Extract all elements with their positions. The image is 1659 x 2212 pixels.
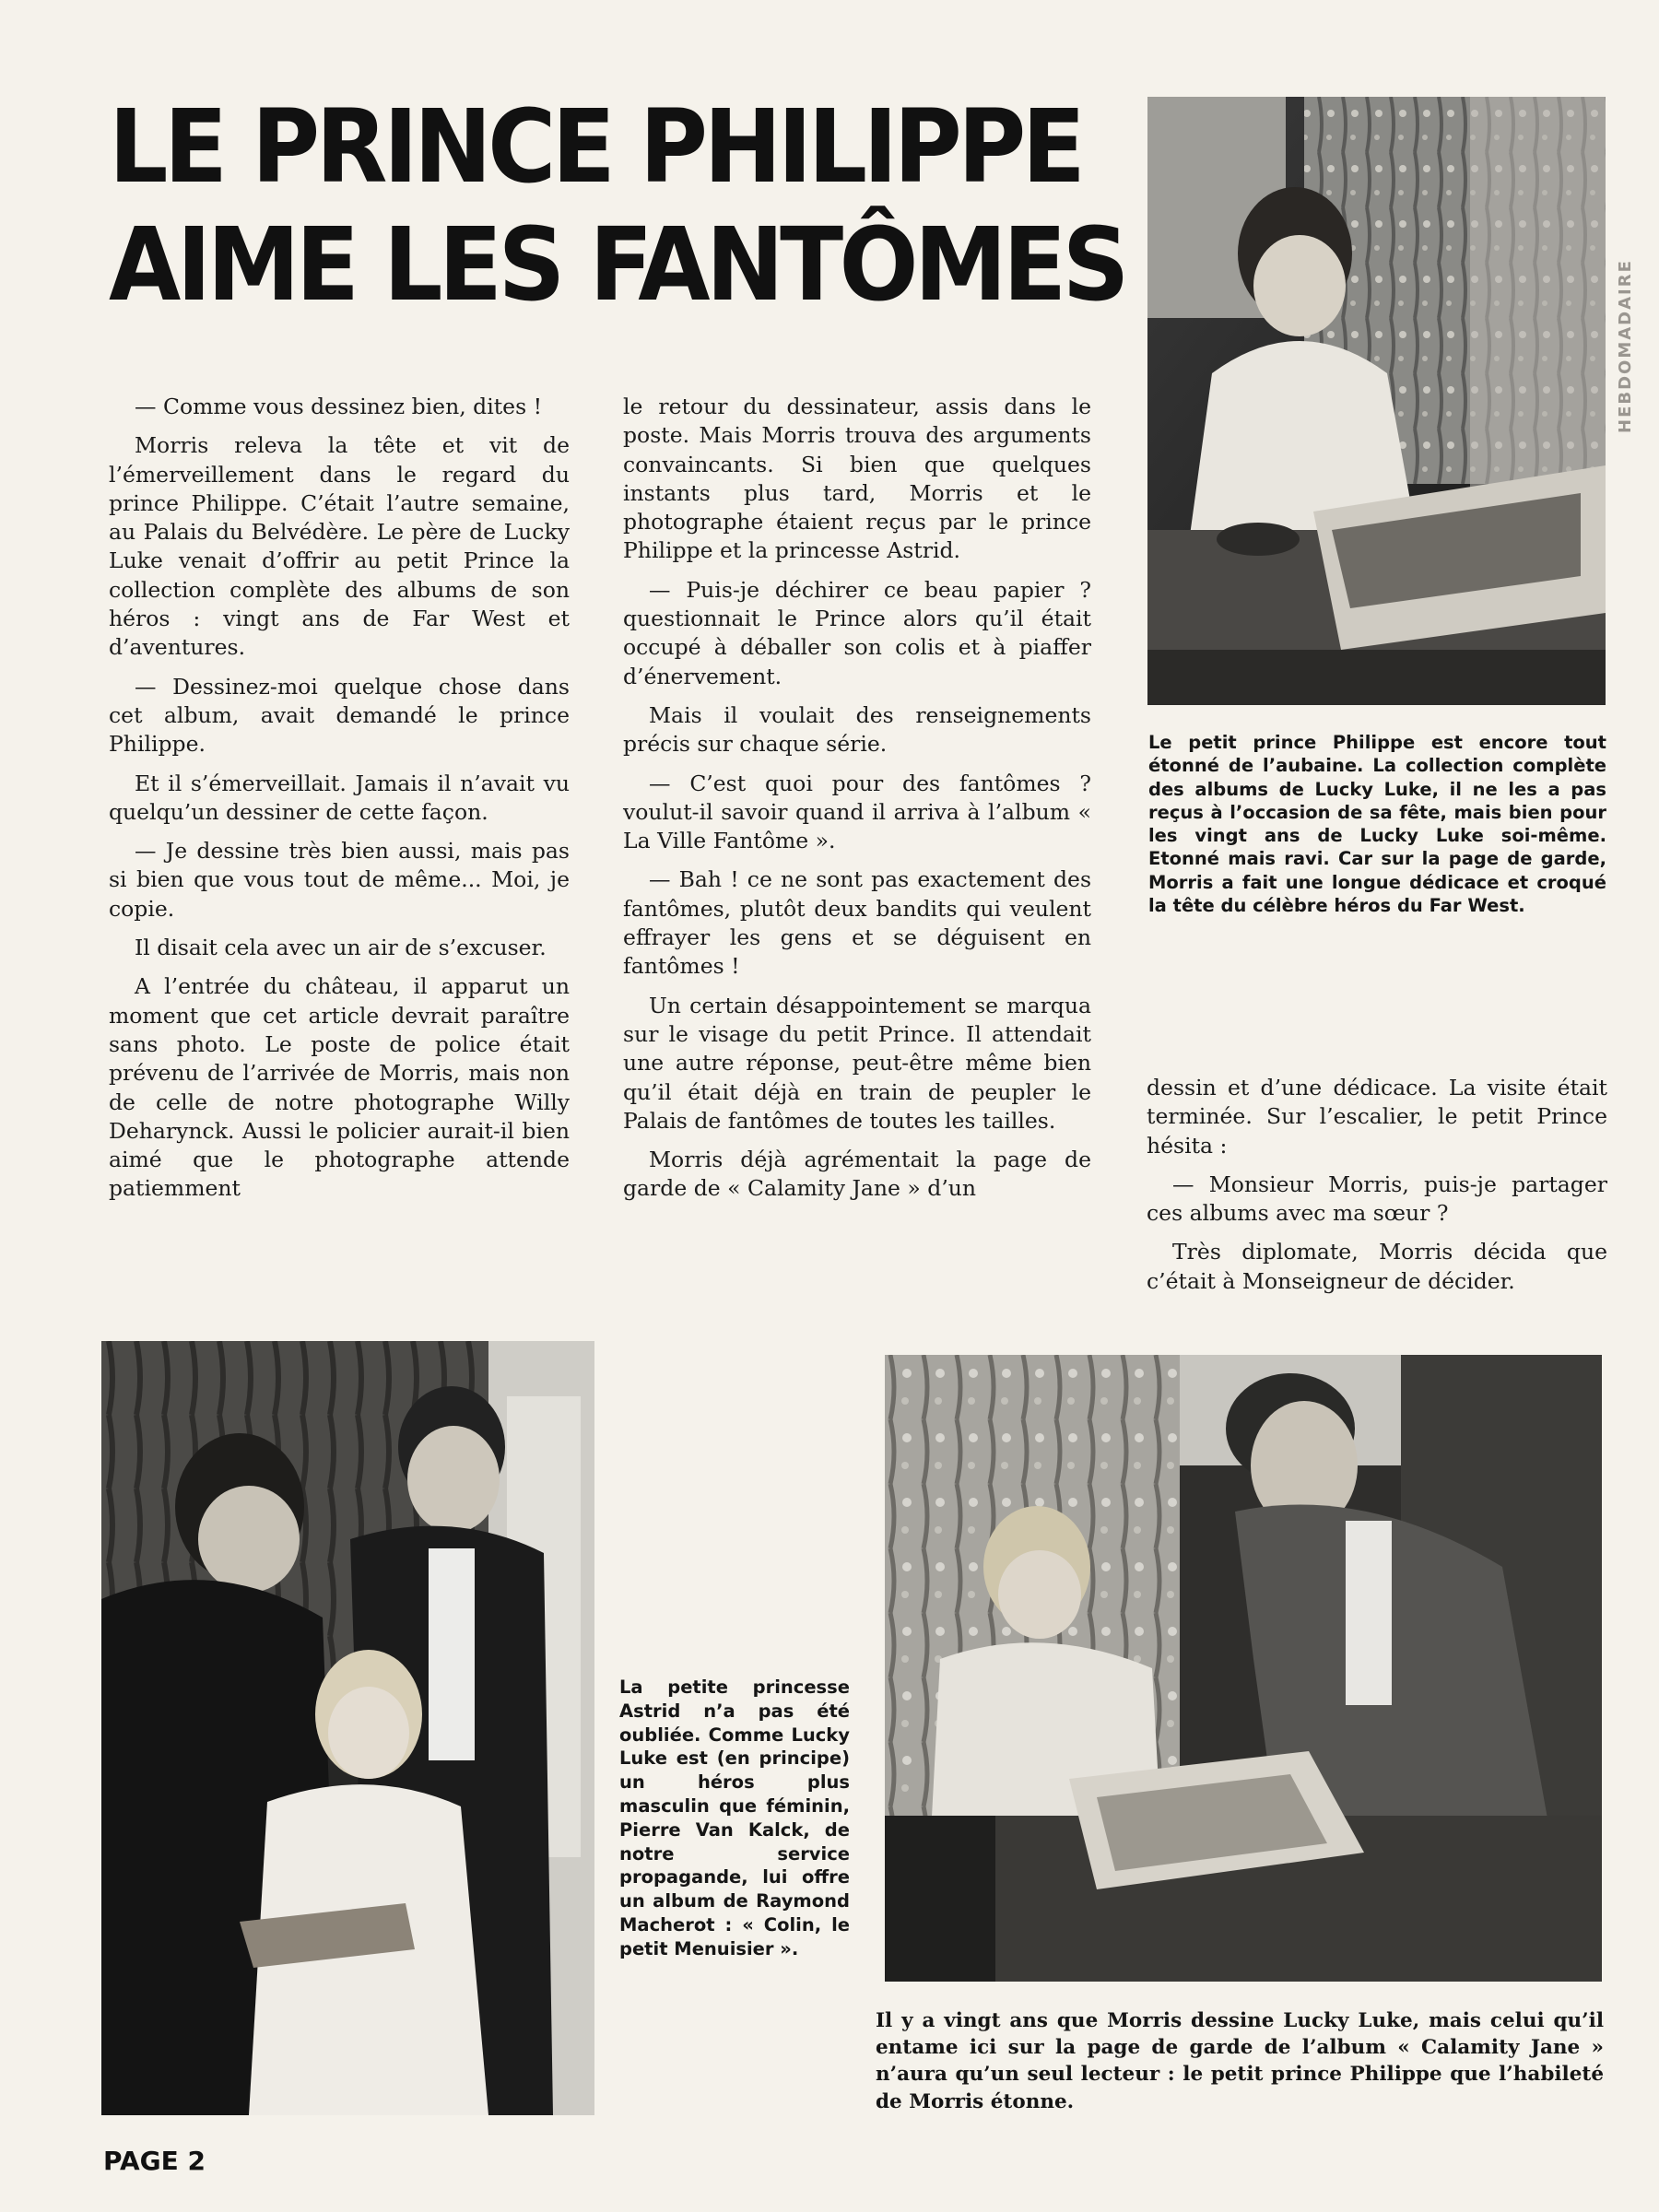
- paragraph: A l’entrée du château, il apparut un moment que cet article devrait paraître sans photo. Le poste de police était prévenu de l’arrivée de Morris, mais non de celle de notre photographe Willy Deharynck. Aussi le policier aurait-il bien aimé que le photographe attende patiemment: [109, 973, 570, 1202]
- paragraph: Et il s’émerveillait. Jamais il n’avait vu quelqu’un dessiner de cette façon.: [109, 770, 570, 825]
- title-line-2: AIME LES FANTÔMES: [109, 206, 1125, 324]
- paragraph: dessin et d’une dédicace. La visite était terminée. Sur l’escalier, le petit Prince hésita :: [1147, 1075, 1607, 1159]
- photo-morris-drawing: [885, 1355, 1602, 1982]
- paragraph: — Dessinez-moi quelque chose dans cet album, avait demandé le prince Philippe.: [109, 673, 570, 758]
- paragraph: Morris releva la tête et vit de l’émerveillement dans le regard du prince Philippe. C’était l’autre semaine, au Palais du Belvédère. Le père de Lucky Luke venait d’offrir au petit Prince la collection complète des albums de son héros : vingt ans de Far West et d’aventures.: [109, 432, 570, 661]
- paragraph: — Puis-je déchirer ce beau papier ? questionnait le Prince alors qu’il était occupé à déballer son colis et à piaffer d’énervement.: [623, 576, 1091, 689]
- paragraph: Il disait cela avec un air de s’excuser.: [135, 935, 547, 961]
- article-column-2: [623, 393, 1091, 1214]
- paragraph: — Comme vous dessinez bien, dites !: [135, 394, 543, 419]
- photo-princesse-astrid-image: [101, 1341, 594, 2115]
- caption-photo-2: La petite princesse Astrid n’a pas été oubliée. Comme Lucky Luke est (en principe) un héros plus masculin que féminin, Pierre Van Kalck, de notre service propagande, lui offre un album de Raymond Macherot : « Colin, le petit Menuisier ».: [619, 1677, 850, 1959]
- article-title: [109, 88, 1125, 324]
- paragraph: Un certain désappointement se marqua sur le visage du petit Prince. Il attendait une autre réponse, peut-être même bien qu’il était déjà en train de peupler le Palais de fantômes de toutes les tailles.: [623, 992, 1091, 1134]
- photo-prince-philippe-albums: [1147, 97, 1606, 705]
- paragraph: — Bah ! ce ne sont pas exactement des fantômes, plutôt deux bandits qui veulent effrayer les gens et se déguisent en fantômes !: [623, 866, 1091, 980]
- paragraph: le retour du dessinateur, assis dans le poste. Mais Morris trouva des arguments convaincants. Si bien que quelques instants plus tard, Morris et le photographe étaient reçus par le prince Philippe et la princesse Astrid.: [623, 394, 1091, 564]
- paragraph: Morris déjà agrémentait la page de garde de « Calamity Jane » d’un: [623, 1147, 1091, 1202]
- article-column-3: [1147, 1074, 1607, 1306]
- photo-prince-philippe-image: [1147, 97, 1606, 705]
- caption-photo-1: Le petit prince Philippe est encore tout étonné de l’aubaine. La collection complète des albums de Lucky Luke, il ne les a pas reçus à l’occasion de sa fête, mais bien pour les vingt ans de Lucky Luke soi-même. Etonné mais ravi. Car sur la page de garde, Morris a fait une longue dédicace et croqué la tête du célèbre héros du Far West.: [1148, 732, 1606, 917]
- paragraph: Mais il voulait des renseignements précis sur chaque série.: [623, 701, 1091, 758]
- title-line-1: LE PRINCE PHILIPPE: [109, 88, 1082, 206]
- paragraph: — C’est quoi pour des fantômes ? voulut-il savoir quand il arriva à l’album « La Ville Fantôme ».: [623, 770, 1091, 854]
- paragraph: — Je dessine très bien aussi, mais pas si bien que vous tout de même... Moi, je copie.: [109, 838, 570, 922]
- caption-photo-3: Il y a vingt ans que Morris dessine Lucky Luke, mais celui qu’il entame ici sur la page de garde de l’album « Calamity Jane » n’aura qu’un seul lecteur : le petit prince Philippe que l’habileté de Morris étonne.: [876, 2009, 1604, 2113]
- article-column-1: [109, 393, 570, 1214]
- photo-princesse-astrid: [101, 1341, 594, 2115]
- paragraph: — Monsieur Morris, puis-je partager ces albums avec ma sœur ?: [1147, 1171, 1607, 1227]
- paragraph: Très diplomate, Morris décida que c’était à Monseigneur de décider.: [1147, 1239, 1607, 1294]
- spine-text: HEBDOMADAIRE: [1616, 259, 1635, 433]
- photo-morris-drawing-image: [885, 1355, 1602, 1982]
- page-number: PAGE 2: [103, 2146, 206, 2176]
